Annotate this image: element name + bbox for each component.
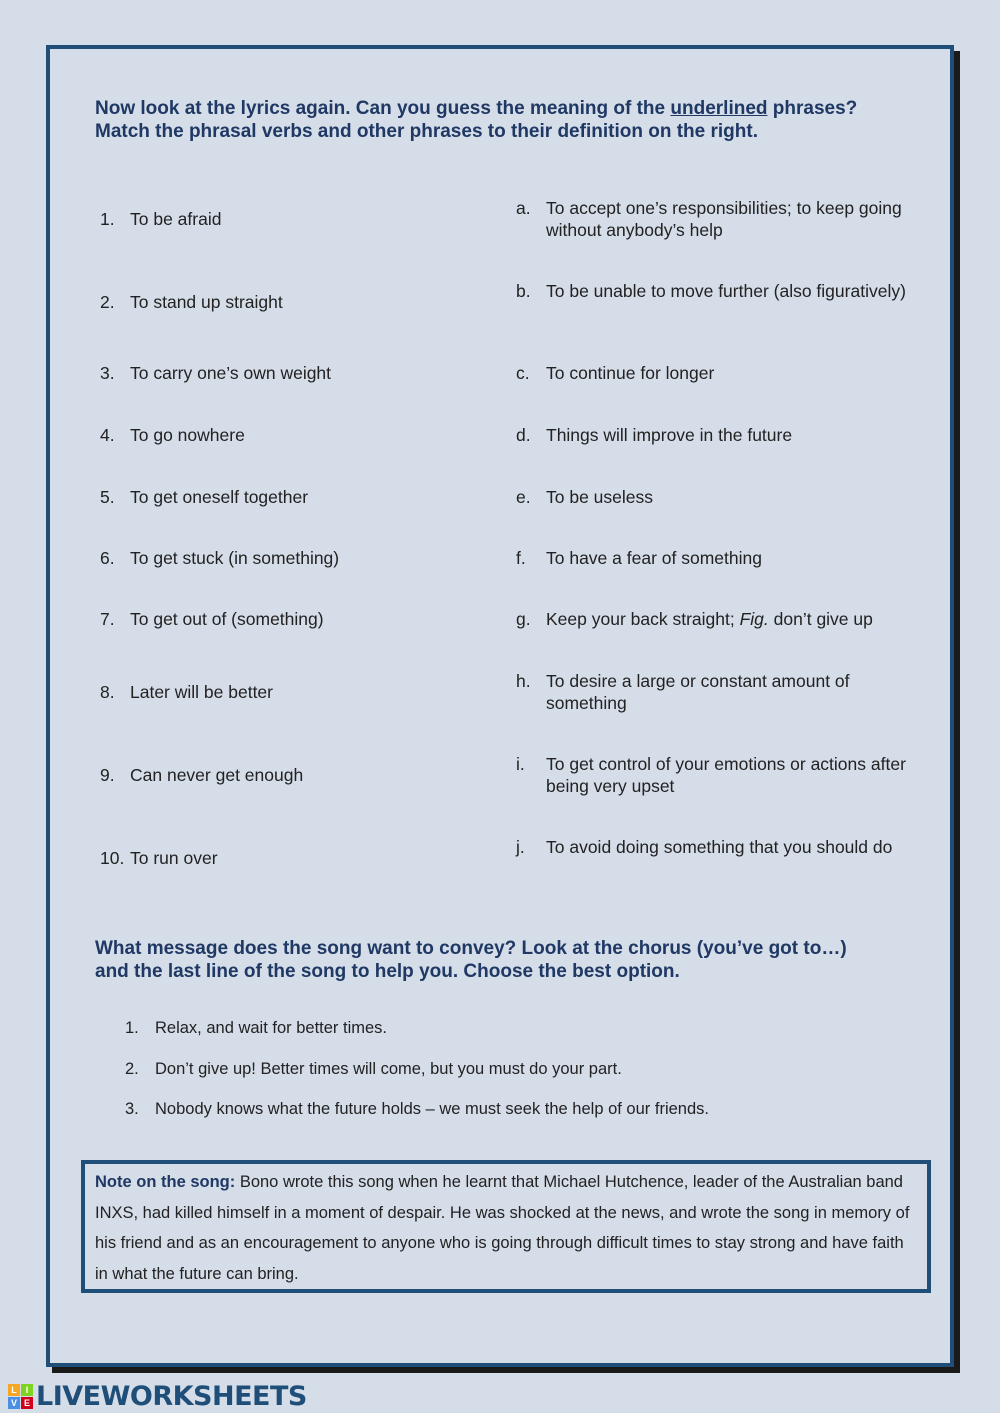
liveworksheets-logo	[8, 1381, 307, 1412]
note-text: Bono wrote this song when he learnt that Michael Hutchence, leader of the Australian band INXS, had killed himself in a moment of despair. He was shocked at the news, and wrote the song in memory of his friend and as an encouragement to anyone who is going through difficult times to stay strong and have faith in what the future can bring.	[95, 1173, 910, 1283]
instructions-heading	[95, 97, 925, 143]
heading-text: Now look at the lyrics again. Can you guess the meaning of the	[95, 98, 671, 119]
song-note-box	[81, 1160, 931, 1293]
question-line-2: and the last line of the song to help you. Choose the best option.	[95, 961, 680, 982]
logo-grid-icon: L I V E	[8, 1384, 33, 1409]
heading-underlined-word: underlined	[670, 98, 768, 119]
question-heading	[95, 937, 925, 983]
note-label: Note on the song:	[95, 1173, 236, 1191]
logo-text: LIVEWORKSHEETS	[36, 1381, 307, 1412]
heading-line-2: Match the phrasal verbs and other phrases to their definition on the right.	[95, 121, 758, 142]
question-line-1: What message does the song want to convey? Look at the chorus (you’ve got to…)	[95, 938, 847, 959]
heading-text-end: phrases?	[767, 98, 858, 119]
